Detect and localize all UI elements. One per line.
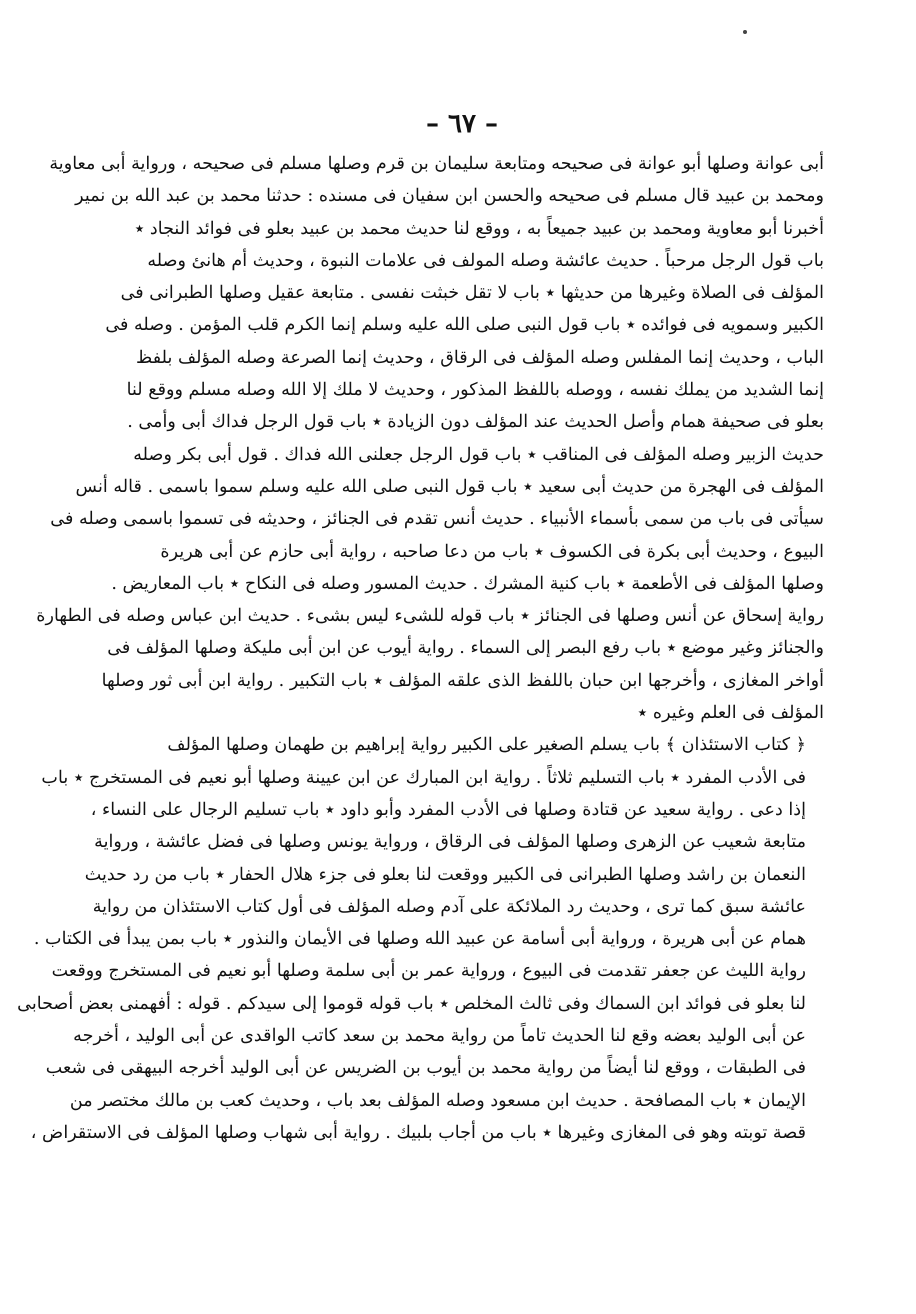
paragraph-1 xyxy=(36,148,824,729)
text-line: البيوع ، وحديث أبى بكرة فى الكسوف ٭ باب من دعا صاحبه ، رواية أبى حازم عن أبى هريرة xyxy=(160,541,824,562)
page-number: – ٦٧ – xyxy=(425,109,499,139)
text-line: رواية الليث عن جعفر تقدمت فى البيوع ، ورواية عمر بن أبى سلمة وصلها أبو نعيم فى المستخرج ووقعت xyxy=(51,961,806,982)
text-line: عائشة سبق كما ترى ، وحديث رد الملائكة على آدم وصله المؤلف فى أول كتاب الاستئذان من رواية xyxy=(92,896,806,917)
text-line: قصة توبته وهو فى المغازى وغيرها ٭ باب من أجاب بلبيك . رواية أبى شهاب وصلها المؤلف فى الاستقراض ، xyxy=(30,1122,806,1143)
scan-speck xyxy=(743,30,747,34)
text-line: المؤلف فى الصلاة وغيرها من حديثها ٭ باب لا تقل خبثت نفسى . متابعة عقيل وصلها الطبرانى فى xyxy=(120,283,824,304)
text-line: رواية إسحاق عن أنس وصلها فى الجنائز ٭ باب قوله للشىء ليس بشىء . حديث ابن عباس وصله فى الطهارة xyxy=(36,606,824,627)
text-line: المؤلف فى العلم وغيره ٭ xyxy=(637,703,824,724)
text-line: فى الطبقات ، ووقع لنا أيضاً من رواية محمد بن أيوب بن الضريس عن أبى الوليد أخرجه البيهقى فى شعب xyxy=(45,1058,806,1079)
text-line: أواخر المغازى ، وأخرجها ابن حبان باللفظ الذى علقه المؤلف ٭ باب التكبير . رواية ابن أبى ثور وصلها xyxy=(101,670,824,691)
text-line: ومحمد بن عبيد قال مسلم فى صحيحه والحسن ابن سفيان فى مسنده : حدثنا محمد بن عبد الله بن نمير xyxy=(75,186,824,207)
text-line: ﴿ كتاب الاستئذان ﴾ باب يسلم الصغير على الكبير رواية إبراهيم بن طهمان وصلها المؤلف xyxy=(167,735,806,756)
text-line: الكبير وسمويه فى فوائده ٭ باب قول النبى صلى الله عليه وسلم إنما الكرم قلب المؤمن . وصله فى xyxy=(105,315,824,336)
paragraph-2 xyxy=(17,729,824,1149)
text-line: حديث الزبير وصله المؤلف فى المناقب ٭ باب قول الرجل جعلنى الله فداك . قول أبى بكر وصله xyxy=(133,444,824,465)
text-line: وصلها المؤلف فى الأطعمة ٭ باب كنية المشرك . حديث المسور وصله فى النكاح ٭ باب المعاريض . xyxy=(111,573,824,594)
text-line: والجنائز وغير موضع ٭ باب رفع البصر إلى السماء . رواية أيوب عن ابن أبى مليكة وصلها المؤلف فى xyxy=(107,638,824,659)
text-line: سيأتى فى باب من سمى بأسماء الأنبياء . حديث أنس تقدم فى الجنائز ، وحديثه فى تسموا باسمى وصله فى xyxy=(50,509,824,530)
text-line: المؤلف فى الهجرة من حديث أبى سعيد ٭ باب قول النبى صلى الله عليه وسلم سموا باسمى . قاله أنس xyxy=(75,476,824,497)
text-line: الإيمان ٭ باب المصافحة . حديث ابن مسعود وصله المؤلف بعد باب ، وحديث كعب بن مالك مختصر من xyxy=(69,1090,806,1111)
text-line: متابعة شعيب عن الزهرى وصلها المؤلف فى الرقاق ، ورواية يونس وصلها فى فضل عائشة ، ورواية xyxy=(94,832,806,853)
text-line: فى الأدب المفرد ٭ باب التسليم ثلاثاً . رواية ابن المبارك عن ابن عيينة وصلها أبو نعيم فى المستخرج ٭ باب xyxy=(41,767,806,788)
text-line: إنما الشديد من يملك نفسه ، ووصله باللفظ المذكور ، وحديث لا ملك إلا الله وصله مسلم ووقع لنا xyxy=(126,380,824,401)
text-line: باب قول الرجل مرحباً . حديث عائشة وصله المولف فى علامات النبوة ، وحديث أم هانئ وصله xyxy=(147,250,824,271)
text-line: أخبرنا أبو معاوية ومحمد بن عبيد جميعاً به ، ووقع لنا حديث محمد بن عبيد بعلو فى فوائد النجاد ٭ xyxy=(134,218,824,239)
text-line: همام عن أبى هريرة ، ورواية أبى أسامة عن عبيد الله وصلها فى الأيمان والنذور ٭ باب بمن يبدأ فى الكتاب . xyxy=(33,929,806,950)
text-line: لنا بعلو فى فوائد ابن السماك وفى ثالث المخلص ٭ باب قوله قوموا إلى سيدكم . قوله : أفهمنى بعض أصحابى xyxy=(17,993,806,1014)
text-line: الباب ، وحديث إنما المفلس وصله المؤلف فى الرقاق ، وحديث إنما الصرعة وصله المؤلف بلفظ xyxy=(136,347,824,368)
text-line: عن أبى الوليد بعضه وقع لنا الحديث تاماً من رواية محمد بن سعد كاتب الواقدى عن أبى الوليد ، أخرجه xyxy=(73,1026,806,1047)
text-line: بعلو فى صحيفة همام وأصل الحديث عند المؤلف دون الزيادة ٭ باب قول الرجل فداك أبى وأمى . xyxy=(127,412,824,433)
text-line: النعمان بن راشد وصلها الطبرانى فى الكبير ووقعت لنا بعلو فى جزء هلال الحفار ٭ باب من رد حديث xyxy=(84,864,806,885)
body-text xyxy=(17,148,824,1149)
text-line: إذا دعى . رواية سعيد عن قتادة وصلها فى الأدب المفرد وأبو داود ٭ باب تسليم الرجال على النساء ، xyxy=(90,799,806,820)
text-line: أبى عوانة وصلها أبو عوانة فى صحيحه ومتابعة سليمان بن قرم وصلها مسلم فى صحيحه ، ورواية أبى معاوية xyxy=(49,154,824,174)
